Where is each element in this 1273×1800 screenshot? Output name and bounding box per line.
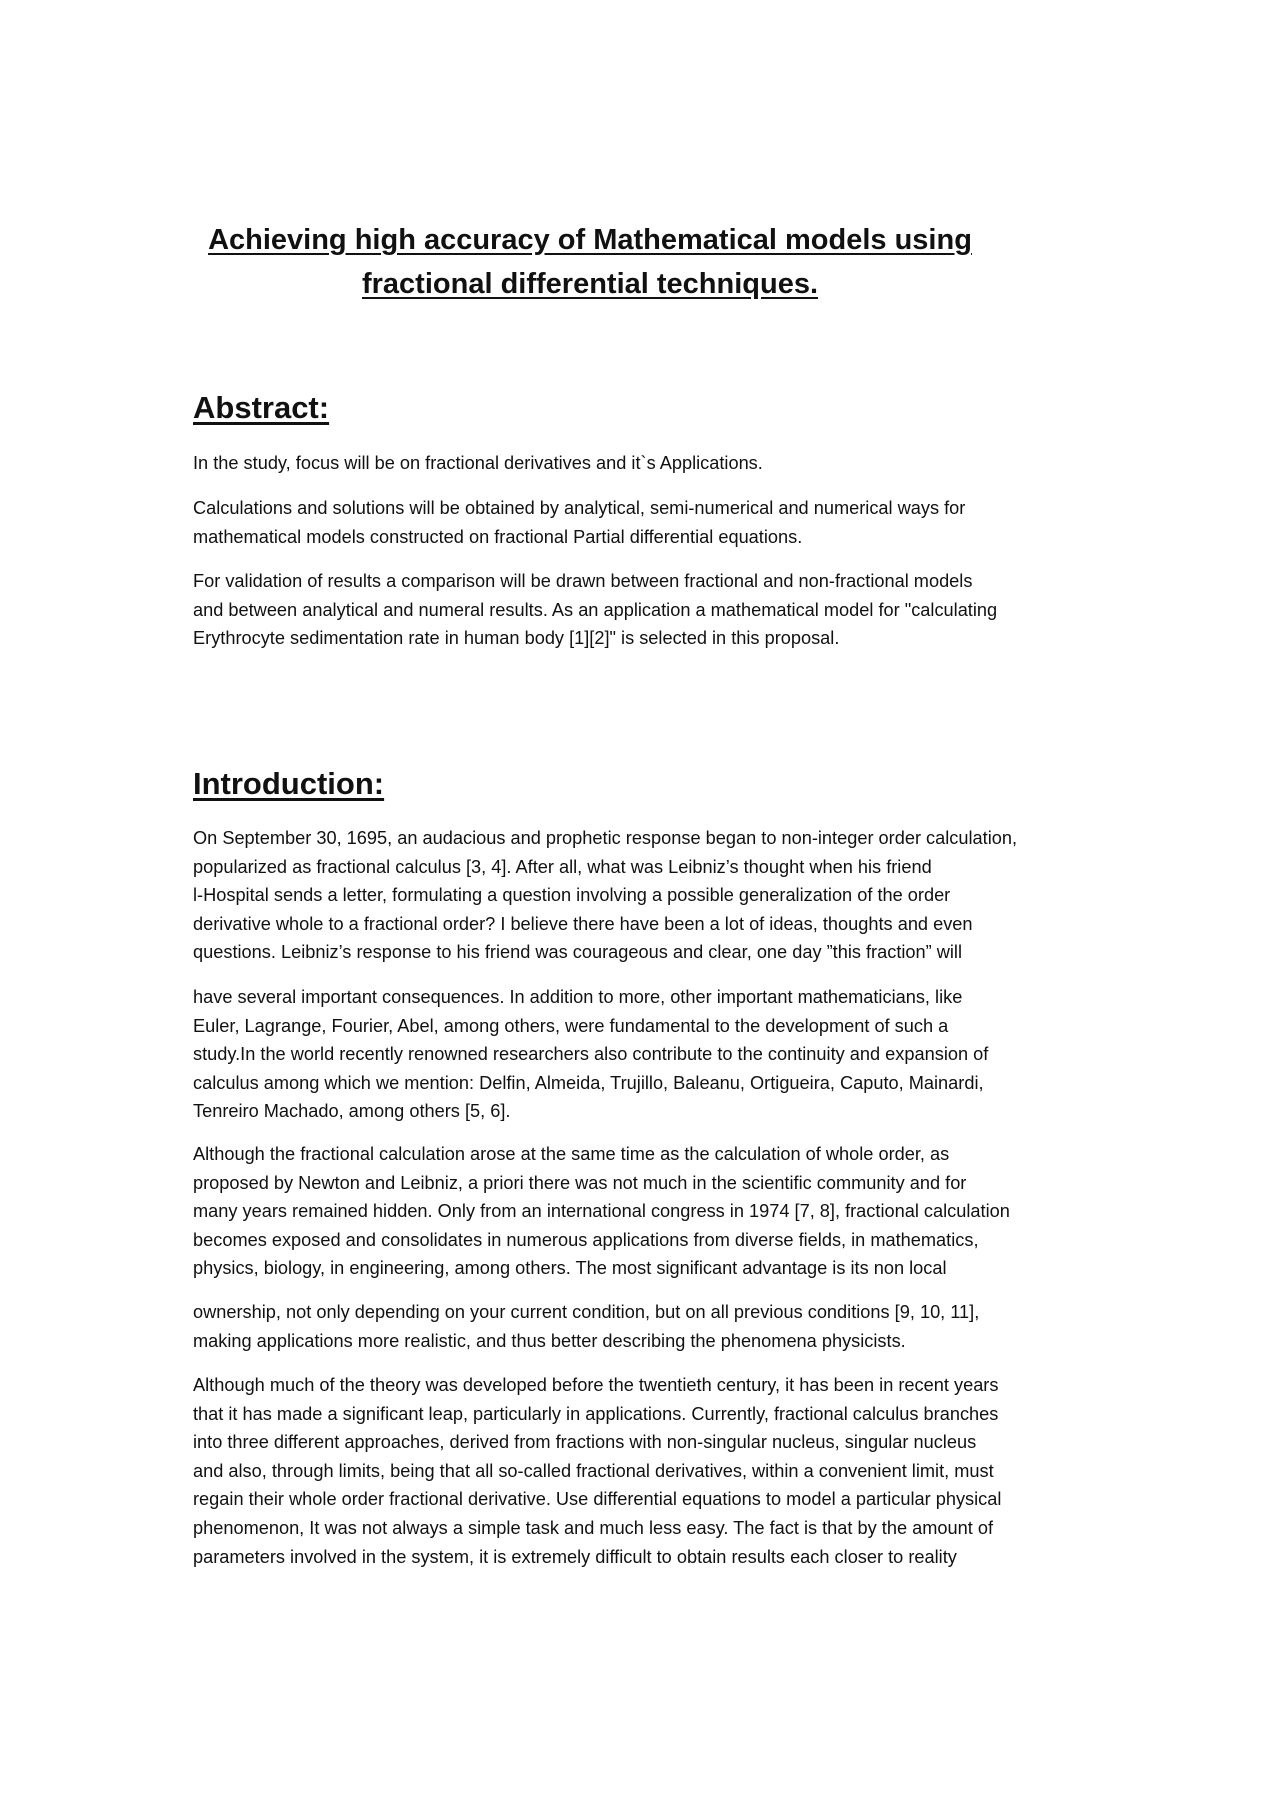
text-line: For validation of results a comparison will be drawn between fractional and non-fractional models bbox=[193, 571, 973, 591]
text-line: mathematical models constructed on fractional Partial differential equations. bbox=[193, 526, 803, 547]
text-line: study.In the world recently renowned researchers also contribute to the continuity and expansion of bbox=[193, 1044, 989, 1065]
text-line: derivative whole to a fractional order? I believe there have been a lot of ideas, thoughts and even bbox=[193, 913, 973, 934]
text-line: have several important consequences. In addition to more, other important mathematicians, like bbox=[193, 987, 963, 1007]
introduction-paragraph-3 bbox=[193, 1140, 1113, 1283]
text-line: parameters involved in the system, it is extremely difficult to obtain results each closer to reality bbox=[193, 1546, 957, 1567]
introduction-paragraph-5 bbox=[193, 1371, 1113, 1571]
text-line: calculus among which we mention: Delfin, Almeida, Trujillo, Baleanu, Ortigueira, Caputo, Mainardi, bbox=[193, 1072, 984, 1093]
introduction-heading: Introduction: bbox=[193, 766, 385, 801]
abstract-paragraph-2 bbox=[193, 494, 1113, 551]
abstract-paragraph-1 bbox=[193, 449, 1113, 478]
text-line: In the study, focus will be on fractional derivatives and it`s Applications. bbox=[193, 453, 763, 473]
text-line: Although the fractional calculation arose at the same time as the calculation of whole order, as bbox=[193, 1144, 950, 1164]
text-line: physics, biology, in engineering, among others. The most significant advantage is its non local bbox=[193, 1258, 947, 1279]
text-line: becomes exposed and consolidates in numerous applications from diverse fields, in mathematics, bbox=[193, 1229, 979, 1250]
text-line: regain their whole order fractional derivative. Use differential equations to model a particular physical bbox=[193, 1489, 1002, 1510]
text-line: phenomenon, It was not always a simple task and much less easy. The fact is that by the amount of bbox=[193, 1517, 994, 1538]
introduction-paragraph-2 bbox=[193, 983, 1113, 1126]
text-line: and between analytical and numeral results. As an application a mathematical model for "calculating bbox=[193, 599, 998, 620]
text-line: popularized as fractional calculus [3, 4]. After all, what was Leibniz’s thought when his friend bbox=[193, 856, 932, 877]
text-line: proposed by Newton and Leibniz, a priori there was not much in the scientific community and for bbox=[193, 1172, 967, 1193]
text-line: Erythrocyte sedimentation rate in human body [1][2]" is selected in this proposal. bbox=[193, 628, 840, 649]
text-line: Although much of the theory was developed before the twentieth century, it has been in recent years bbox=[193, 1375, 999, 1395]
abstract-paragraph-3 bbox=[193, 567, 1113, 653]
text-line: l-Hospital sends a letter, formulating a question involving a possible generalization of the order bbox=[193, 885, 951, 906]
text-line: many years remained hidden. Only from an international congress in 1974 [7, 8], fractional calculation bbox=[193, 1201, 1010, 1222]
text-line: that it has made a significant leap, particularly in applications. Currently, fractional calculus branches bbox=[193, 1403, 999, 1424]
text-line: Calculations and solutions will be obtained by analytical, semi-numerical and numerical ways for bbox=[193, 498, 966, 518]
text-line: into three different approaches, derived from fractions with non-singular nucleus, singular nucleus bbox=[193, 1432, 977, 1453]
document-title bbox=[150, 218, 1030, 306]
text-line: and also, through limits, being that all so-called fractional derivatives, within a convenient limit, must bbox=[193, 1460, 994, 1481]
title-line-2: fractional differential techniques. bbox=[361, 268, 819, 300]
text-line: making applications more realistic, and thus better describing the phenomena physicists. bbox=[193, 1330, 906, 1351]
title-line-1: Achieving high accuracy of Mathematical models using bbox=[208, 224, 972, 256]
abstract-heading: Abstract: bbox=[193, 390, 330, 425]
introduction-paragraph-4 bbox=[193, 1298, 1113, 1355]
text-line: On September 30, 1695, an audacious and prophetic response began to non-integer order calculation, bbox=[193, 828, 1018, 848]
text-line: ownership, not only depending on your current condition, but on all previous conditions [9, 10, 11], bbox=[193, 1302, 980, 1322]
text-line: Euler, Lagrange, Fourier, Abel, among others, were fundamental to the development of such a bbox=[193, 1015, 949, 1036]
text-line: questions. Leibniz’s response to his friend was courageous and clear, one day ”this fraction” will bbox=[193, 942, 963, 963]
text-line: Tenreiro Machado, among others [5, 6]. bbox=[193, 1101, 511, 1122]
introduction-paragraph-1 bbox=[193, 824, 1113, 967]
